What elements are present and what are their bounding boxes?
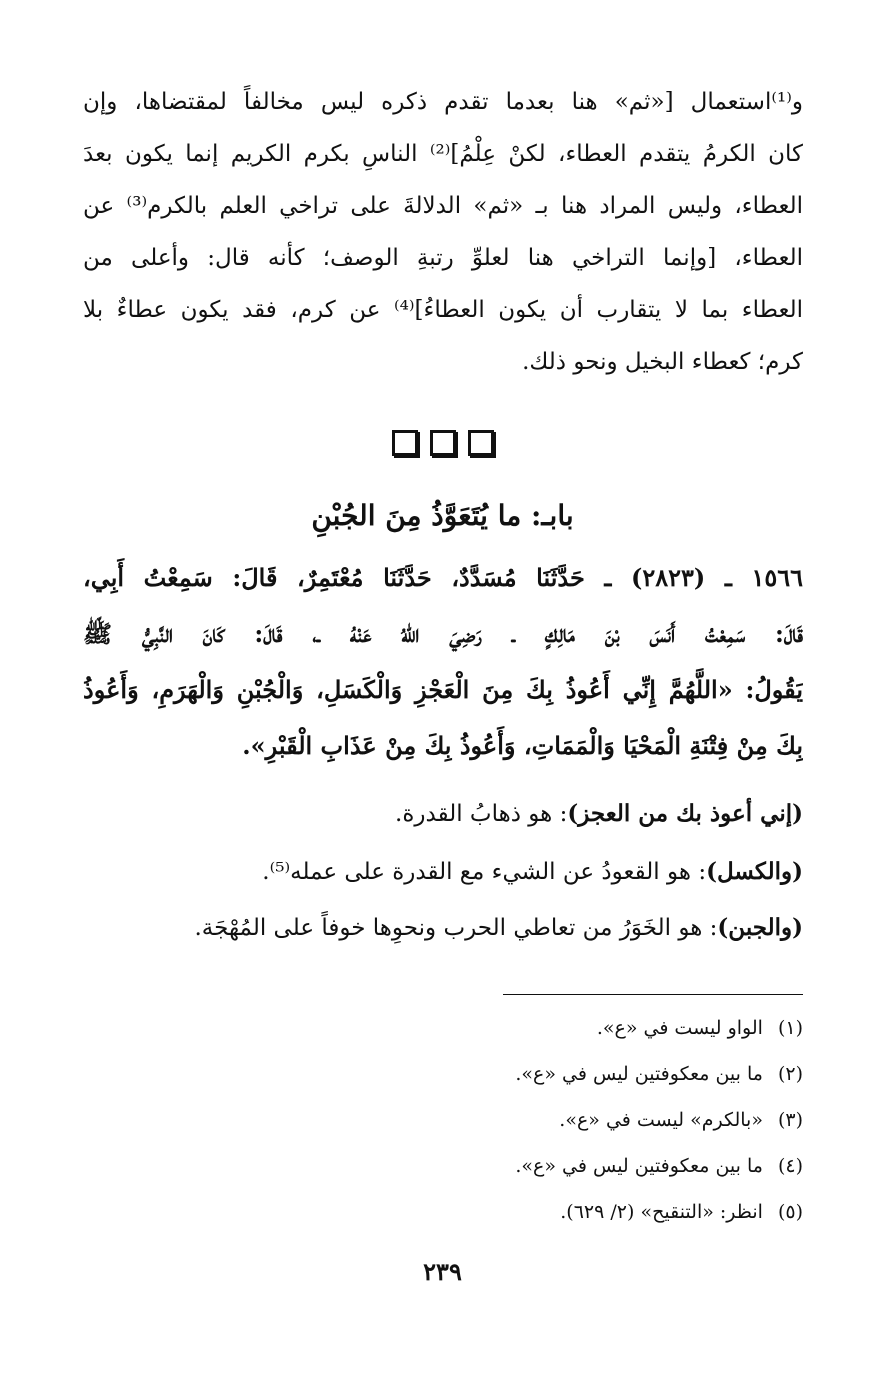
- gloss-entry: [83, 908, 803, 948]
- hadith-line: بِكَ مِنْ فِتْنَةِ الْمَحْيَا وَالْمَمَاتِ، وَأَعُوذُ بِكَ مِنْ عَذَابِ الْقَبْرِ».: [242, 731, 803, 760]
- footnote-text: انظر: «التنقيح» (٢/ ٦٢٩).: [560, 1201, 763, 1223]
- commentary-line: العطاء، [وإنما التراخي هنا لعلوِّ رتبةِ الوصف؛ كأنه قال: وأعلى من: [83, 245, 803, 271]
- footnote: [83, 1104, 803, 1136]
- gloss-text: : هو ذهابُ القدرة.: [395, 801, 568, 827]
- gloss-text: : هو القعودُ عن الشيء مع القدرة على عمله⁽⁵⁾.: [262, 859, 707, 885]
- hadith-line: يَقُولُ: «اللَّهُمَّ إِنِّي أَعُوذُ بِكَ مِنَ الْعَجْزِ وَالْكَسَلِ، وَالْجُبْنِ وَالْهَرَمِ، وَأَعُوذُ: [83, 675, 803, 704]
- separator-square-icon: [468, 430, 494, 456]
- footnote: [83, 1012, 803, 1044]
- commentary-line: العطاء، وليس المراد هنا بـ «ثم» الدلالةَ على تراخي العلم بالكرم⁽³⁾ عن: [83, 193, 803, 219]
- footnote-text: الواو ليست في «ع».: [596, 1017, 763, 1039]
- section-separator: [0, 430, 885, 462]
- footnote-text: ما بين معكوفتين ليس في «ع».: [515, 1155, 763, 1177]
- footnote-number: (٤): [777, 1155, 803, 1177]
- commentary-line: كرم؛ كعطاء البخيل ونحو ذلك.: [522, 349, 803, 375]
- commentary-line: العطاء بما لا يتقارب أن يكون العطاءُ]⁽⁴⁾ عن كرم، فقد يكون عطاءٌ بلا: [83, 297, 803, 323]
- gloss-term: (والجبن): [717, 914, 803, 941]
- footnote-text: «بالكرم» ليست في «ع».: [559, 1109, 763, 1131]
- page-number: ٢٣٩: [423, 1257, 462, 1286]
- separator-square-icon: [392, 430, 418, 456]
- gloss-entry: [83, 794, 803, 834]
- footnote-number: (٥): [777, 1201, 803, 1223]
- gloss-text: : هو الخَوَرُ من تعاطي الحرب ونحوِها خوفاً على المُهْجَة.: [194, 915, 718, 941]
- hadith-line: قَالَ: سَمِعْتُ أَنَسَ بْنَ مَالِكٍ ـ رَضِيَ اللهُ عَنْهُ ـ، قَالَ: كَانَ النَّبِيُّ ﷺ: [83, 619, 803, 648]
- gloss-term: (والكسل): [706, 858, 803, 885]
- separator-square-icon: [430, 430, 456, 456]
- footnote-text: ما بين معكوفتين ليس في «ع».: [515, 1063, 763, 1085]
- footnote-number: (١): [777, 1017, 803, 1039]
- footnote-number: (٣): [777, 1109, 803, 1131]
- footnote: [83, 1196, 803, 1228]
- commentary-line: كان الكرمُ يتقدم العطاء، لكنْ عِلْمُ]⁽²⁾ الناسِ بكرم الكريم إنما يكون بعدَ: [83, 141, 803, 167]
- footnote: [83, 1150, 803, 1182]
- footnote-number: (٢): [777, 1063, 803, 1085]
- gloss-term: (إني أعوذ بك من العجز): [567, 800, 803, 827]
- commentary-line: و⁽¹⁾استعمال [«ثم» هنا بعدما تقدم ذكره ليس مخالفاً لمقتضاها، وإن: [83, 89, 803, 115]
- footnote: [83, 1058, 803, 1090]
- gloss-entry: [83, 852, 803, 892]
- footnote-divider: [503, 994, 803, 995]
- hadith-line: ١٥٦٦ ـ (٢٨٢٣) ـ حَدَّثَنَا مُسَدَّدٌ، حَدَّثَنَا مُعْتَمِرٌ، قَالَ: سَمِعْتُ أَبِي،: [83, 563, 803, 592]
- chapter-title: بابـ: ما يُتَعَوَّذُ مِنَ الجُبْنِ: [311, 499, 574, 532]
